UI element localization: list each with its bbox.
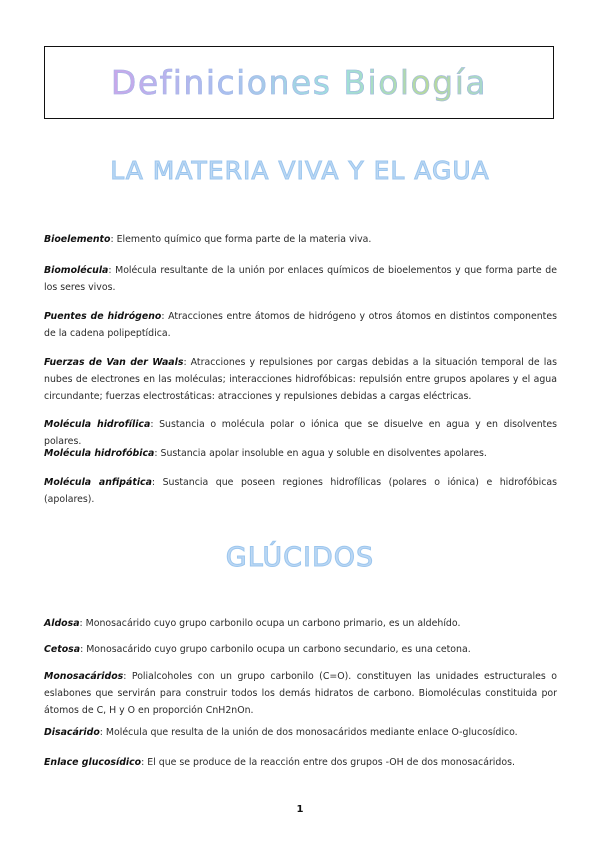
definition-term: Enlace glucosídico: [44, 757, 142, 768]
definition-term: Biomolécula: [44, 265, 109, 276]
section-heading-materia-viva: LA MATERIA VIVA Y EL AGUA: [110, 156, 490, 185]
definition-enlace-glucosidico: [44, 754, 557, 771]
definition-monosacaridos: [44, 668, 557, 719]
definition-puentes-hidrogeno: [44, 308, 557, 342]
definition-term: Cetosa: [44, 644, 81, 655]
definition-cetosa: [44, 641, 557, 658]
definition-aldosa: [44, 615, 557, 632]
definition-bioelemento: [44, 231, 557, 248]
definition-molecula-hidrofobica: [44, 445, 557, 462]
definition-text: : Sustancia que poseen regiones hidrofílicas (polares o iónica) e hidrofóbicas (apolares).: [44, 477, 557, 505]
definition-text: : Atracciones entre átomos de hidrógeno y otros átomos en distintos componentes de la cadena polipeptídica.: [44, 311, 558, 339]
definition-term: Molécula hidrofóbica: [44, 448, 155, 459]
definition-term: Molécula hidrofílica: [44, 419, 151, 430]
definition-biomolecula: [44, 262, 557, 296]
definition-disacarido: [44, 724, 557, 741]
definition-term: Bioelemento: [44, 234, 111, 245]
document-title: Definiciones Biología: [110, 63, 488, 102]
definition-term: Molécula anfipática: [44, 477, 152, 488]
definition-text: : Sustancia o molécula polar o iónica que se disuelve en agua y en disolventes polares.: [44, 419, 557, 447]
definition-text: : Molécula resultante de la unión por enlaces químicos de bioelementos y que forma parte de los seres vivos.: [44, 265, 557, 293]
definition-van-der-waals: [44, 354, 557, 405]
definition-text: : Monosacárido cuyo grupo carbonilo ocupa un carbono secundario, es una cetona.: [80, 644, 471, 655]
definition-term: Monosacáridos: [44, 671, 124, 682]
definition-term: Puentes de hidrógeno: [44, 311, 162, 322]
definition-term: Aldosa: [44, 618, 80, 629]
definition-text: : Atracciones y repulsiones por cargas debidas a la situación temporal de las nubes de electrones en las moléculas; interacciones hidrofóbicas: repulsión entre grupos apolares y el agua circundante; fuerzas electrostáticas: atracciones y repulsiones debidas a cargas eléctricas.: [44, 357, 557, 402]
definition-molecula-anfipatica: [44, 474, 557, 508]
title-box: [44, 46, 554, 119]
definition-text: : Monosacárido cuyo grupo carbonilo ocupa un carbono primario, es un aldehído.: [79, 618, 461, 629]
definition-term: Fuerzas de Van der Waals: [44, 357, 184, 368]
definition-text: : Polialcoholes con un grupo carbonilo (C=O). constituyen las unidades estructurales o eslabones que servirán para construir todos los demás hidratos de carbono. Biomoléculas constituida por átomos de C, H y O en proporción CnH2nOn.: [44, 671, 557, 716]
definition-text: : Molécula que resulta de la unión de dos monosacáridos mediante enlace O-glucosídico.: [99, 727, 518, 738]
definition-text: : Elemento químico que forma parte de la materia viva.: [110, 234, 372, 245]
page-number: 1: [296, 804, 304, 815]
section-heading-glucidos: GLÚCIDOS: [225, 542, 375, 573]
definition-term: Disacárido: [44, 727, 100, 738]
definition-text: : El que se produce de la reacción entre dos grupos -OH de dos monosacáridos.: [141, 757, 515, 768]
definition-text: : Sustancia apolar insoluble en agua y soluble en disolventes apolares.: [154, 448, 487, 459]
